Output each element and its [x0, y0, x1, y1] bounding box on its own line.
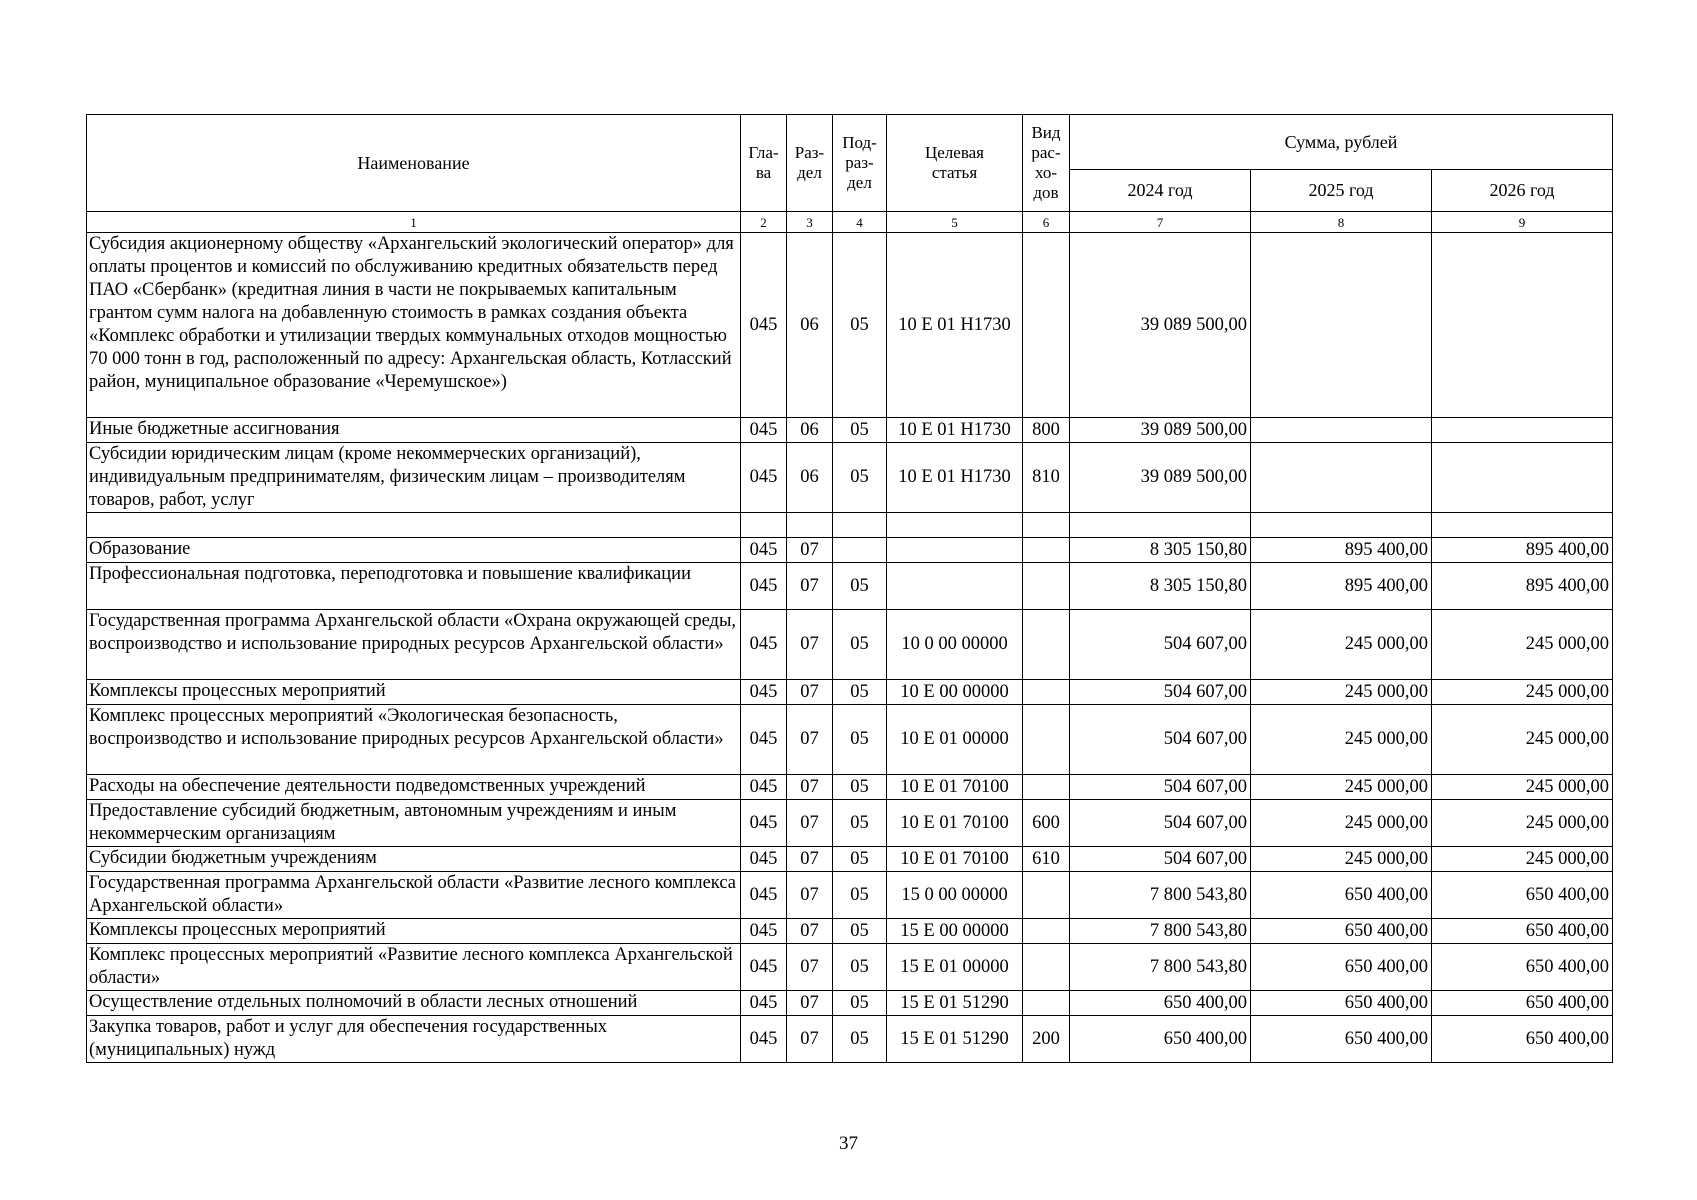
row-razdel: 06	[787, 233, 833, 418]
row-glava: 045	[741, 705, 787, 775]
row-amount-2026: 650 400,00	[1432, 872, 1613, 919]
row-glava: 045	[741, 847, 787, 872]
row-glava: 045	[741, 233, 787, 418]
row-celevaya-statya	[887, 513, 1023, 538]
row-amount-2025: 245 000,00	[1251, 705, 1432, 775]
row-glava: 045	[741, 872, 787, 919]
column-number: 3	[787, 212, 833, 233]
row-amount-2025: 245 000,00	[1251, 800, 1432, 847]
table-body	[87, 233, 1613, 1063]
column-number: 9	[1432, 212, 1613, 233]
row-vid-rashodov	[1023, 233, 1070, 418]
row-celevaya-statya: 10 Е 01 00000	[887, 705, 1023, 775]
row-name: Образование	[87, 538, 741, 563]
row-amount-2026: 895 400,00	[1432, 563, 1613, 610]
budget-table-sheet	[86, 114, 1612, 1063]
row-razdel: 07	[787, 680, 833, 705]
row-vid-rashodov	[1023, 563, 1070, 610]
row-amount-2024: 8 305 150,80	[1070, 563, 1251, 610]
row-amount-2026: 650 400,00	[1432, 1016, 1613, 1063]
row-razdel: 07	[787, 563, 833, 610]
row-razdel: 07	[787, 872, 833, 919]
row-celevaya-statya	[887, 563, 1023, 610]
row-amount-2024: 39 089 500,00	[1070, 443, 1251, 513]
row-podrazdel: 05	[833, 418, 887, 443]
row-razdel: 07	[787, 944, 833, 991]
row-celevaya-statya: 15 0 00 00000	[887, 872, 1023, 919]
row-amount-2025: 245 000,00	[1251, 775, 1432, 800]
row-amount-2025	[1251, 513, 1432, 538]
row-amount-2026: 245 000,00	[1432, 847, 1613, 872]
row-amount-2026	[1432, 233, 1613, 418]
row-amount-2024: 504 607,00	[1070, 775, 1251, 800]
header-podrazdel: Под- раз- дел	[833, 115, 887, 212]
row-vid-rashodov	[1023, 919, 1070, 944]
row-amount-2026: 245 000,00	[1432, 705, 1613, 775]
row-glava: 045	[741, 680, 787, 705]
table-row	[87, 610, 1613, 680]
row-razdel: 07	[787, 1016, 833, 1063]
row-vid-rashodov	[1023, 513, 1070, 538]
row-name: Комплексы процессных мероприятий	[87, 919, 741, 944]
row-razdel: 07	[787, 705, 833, 775]
row-glava: 045	[741, 919, 787, 944]
row-vid-rashodov: 610	[1023, 847, 1070, 872]
row-amount-2026	[1432, 513, 1613, 538]
row-amount-2024: 504 607,00	[1070, 705, 1251, 775]
column-number: 4	[833, 212, 887, 233]
row-podrazdel: 05	[833, 775, 887, 800]
row-amount-2024: 39 089 500,00	[1070, 418, 1251, 443]
row-vid-rashodov: 800	[1023, 418, 1070, 443]
row-amount-2024	[1070, 513, 1251, 538]
row-amount-2026: 650 400,00	[1432, 919, 1613, 944]
row-podrazdel: 05	[833, 680, 887, 705]
table-row	[87, 680, 1613, 705]
row-razdel: 06	[787, 418, 833, 443]
row-amount-2026: 245 000,00	[1432, 610, 1613, 680]
row-podrazdel	[833, 513, 887, 538]
row-glava: 045	[741, 1016, 787, 1063]
row-amount-2024: 650 400,00	[1070, 1016, 1251, 1063]
row-amount-2025	[1251, 233, 1432, 418]
row-name: Профессиональная подготовка, переподготовка и повышение квалификации	[87, 563, 741, 610]
row-podrazdel: 05	[833, 705, 887, 775]
table-row	[87, 513, 1613, 538]
table-row	[87, 418, 1613, 443]
row-podrazdel: 05	[833, 443, 887, 513]
row-razdel: 06	[787, 443, 833, 513]
row-amount-2024: 8 305 150,80	[1070, 538, 1251, 563]
row-celevaya-statya: 10 Е 01 Н1730	[887, 233, 1023, 418]
row-amount-2025: 895 400,00	[1251, 563, 1432, 610]
row-name: Комплекс процессных мероприятий «Экологическая безопасность, воспроизводство и использование природных ресурсов Архангельской области»	[87, 705, 741, 775]
table-row	[87, 233, 1613, 418]
row-amount-2026: 895 400,00	[1432, 538, 1613, 563]
row-name: Предоставление субсидий бюджетным, автономным учреждениям и иным некоммерческим организациям	[87, 800, 741, 847]
row-name: Государственная программа Архангельской области «Развитие лесного комплекса Архангельской области»	[87, 872, 741, 919]
table-row	[87, 538, 1613, 563]
row-celevaya-statya: 15 Е 01 51290	[887, 1016, 1023, 1063]
row-vid-rashodov	[1023, 705, 1070, 775]
row-name: Иные бюджетные ассигнования	[87, 418, 741, 443]
row-amount-2026: 245 000,00	[1432, 680, 1613, 705]
row-amount-2024: 504 607,00	[1070, 610, 1251, 680]
row-amount-2026: 245 000,00	[1432, 800, 1613, 847]
table-row	[87, 872, 1613, 919]
row-amount-2024: 650 400,00	[1070, 991, 1251, 1016]
column-number-row	[87, 212, 1613, 233]
row-razdel: 07	[787, 538, 833, 563]
row-glava: 045	[741, 991, 787, 1016]
table-row	[87, 847, 1613, 872]
row-vid-rashodov	[1023, 680, 1070, 705]
row-razdel	[787, 513, 833, 538]
header-year-2025: 2025 год	[1251, 170, 1432, 212]
row-name: Расходы на обеспечение деятельности подведомственных учреждений	[87, 775, 741, 800]
row-podrazdel: 05	[833, 563, 887, 610]
row-celevaya-statya: 10 Е 01 70100	[887, 847, 1023, 872]
row-amount-2025: 245 000,00	[1251, 847, 1432, 872]
row-podrazdel: 05	[833, 233, 887, 418]
table-row	[87, 800, 1613, 847]
row-name: Государственная программа Архангельской области «Охрана окружающей среды, воспроизводство и использование природных ресурсов Архангельской области»	[87, 610, 741, 680]
budget-table	[86, 114, 1613, 1063]
row-amount-2025: 895 400,00	[1251, 538, 1432, 563]
row-name: Субсидия акционерному обществу «Архангельский экологический оператор» для оплаты процентов и комиссий по обслуживанию кредитных обязательств перед ПАО «Сбербанк» (кредитная линия в части не покрываемых капитальным грантом сумм налога на добавленную стоимость в рамках создания объекта «Комплекс обработки и утилизации твердых коммунальных отходов мощностью 70 000 тонн в год, расположенный по адресу: Архангельская область, Котласский район, муниципальное образование «Черемушское»)	[87, 233, 741, 418]
row-glava: 045	[741, 610, 787, 680]
row-podrazdel	[833, 538, 887, 563]
row-celevaya-statya	[887, 538, 1023, 563]
row-name	[87, 513, 741, 538]
header-celevaya: Целевая статья	[887, 115, 1023, 212]
row-glava	[741, 513, 787, 538]
row-glava: 045	[741, 443, 787, 513]
row-vid-rashodov: 810	[1023, 443, 1070, 513]
row-razdel: 07	[787, 847, 833, 872]
row-glava: 045	[741, 418, 787, 443]
header-year-2026: 2026 год	[1432, 170, 1613, 212]
row-name: Комплекс процессных мероприятий «Развитие лесного комплекса Архангельской области»	[87, 944, 741, 991]
row-amount-2026	[1432, 443, 1613, 513]
row-vid-rashodov	[1023, 775, 1070, 800]
row-celevaya-statya: 15 Е 00 00000	[887, 919, 1023, 944]
row-amount-2026: 650 400,00	[1432, 944, 1613, 991]
row-glava: 045	[741, 538, 787, 563]
row-amount-2024: 7 800 543,80	[1070, 872, 1251, 919]
row-amount-2025: 245 000,00	[1251, 680, 1432, 705]
row-name: Субсидии бюджетным учреждениям	[87, 847, 741, 872]
row-amount-2024: 7 800 543,80	[1070, 944, 1251, 991]
header-summa: Сумма, рублей	[1070, 115, 1613, 170]
row-vid-rashodov: 200	[1023, 1016, 1070, 1063]
column-number: 6	[1023, 212, 1070, 233]
header-razdel: Раз- дел	[787, 115, 833, 212]
row-celevaya-statya: 10 Е 01 70100	[887, 775, 1023, 800]
row-podrazdel: 05	[833, 800, 887, 847]
table-row	[87, 705, 1613, 775]
row-glava: 045	[741, 944, 787, 991]
row-celevaya-statya: 15 Е 01 00000	[887, 944, 1023, 991]
header-year-2024: 2024 год	[1070, 170, 1251, 212]
row-razdel: 07	[787, 610, 833, 680]
row-vid-rashodov: 600	[1023, 800, 1070, 847]
row-vid-rashodov	[1023, 944, 1070, 991]
table-row	[87, 443, 1613, 513]
row-amount-2026: 245 000,00	[1432, 775, 1613, 800]
row-podrazdel: 05	[833, 847, 887, 872]
row-podrazdel: 05	[833, 1016, 887, 1063]
row-name: Субсидии юридическим лицам (кроме некоммерческих организаций), индивидуальным предпринимателям, физическим лицам – производителям товаров, работ, услуг	[87, 443, 741, 513]
page-number: 37	[839, 1133, 858, 1154]
row-celevaya-statya: 10 0 00 00000	[887, 610, 1023, 680]
row-razdel: 07	[787, 919, 833, 944]
row-amount-2025: 650 400,00	[1251, 991, 1432, 1016]
row-vid-rashodov	[1023, 991, 1070, 1016]
row-podrazdel: 05	[833, 991, 887, 1016]
row-amount-2025: 245 000,00	[1251, 610, 1432, 680]
row-razdel: 07	[787, 775, 833, 800]
column-number: 1	[87, 212, 741, 233]
row-glava: 045	[741, 563, 787, 610]
row-amount-2025	[1251, 443, 1432, 513]
row-amount-2024: 39 089 500,00	[1070, 233, 1251, 418]
row-name: Комплексы процессных мероприятий	[87, 680, 741, 705]
table-row	[87, 563, 1613, 610]
row-glava: 045	[741, 800, 787, 847]
row-celevaya-statya: 10 Е 01 Н1730	[887, 443, 1023, 513]
row-amount-2025: 650 400,00	[1251, 1016, 1432, 1063]
table-row	[87, 919, 1613, 944]
table-row	[87, 991, 1613, 1016]
row-podrazdel: 05	[833, 610, 887, 680]
row-amount-2025: 650 400,00	[1251, 872, 1432, 919]
header-name: Наименование	[87, 115, 741, 212]
row-razdel: 07	[787, 991, 833, 1016]
column-number: 8	[1251, 212, 1432, 233]
row-podrazdel: 05	[833, 872, 887, 919]
row-podrazdel: 05	[833, 919, 887, 944]
row-razdel: 07	[787, 800, 833, 847]
row-celevaya-statya: 15 Е 01 51290	[887, 991, 1023, 1016]
row-amount-2024: 504 607,00	[1070, 847, 1251, 872]
row-amount-2026	[1432, 418, 1613, 443]
row-vid-rashodov	[1023, 538, 1070, 563]
row-amount-2024: 7 800 543,80	[1070, 919, 1251, 944]
header-vid: Вид рас- хо- дов	[1023, 115, 1070, 212]
row-name: Осуществление отдельных полномочий в области лесных отношений	[87, 991, 741, 1016]
row-celevaya-statya: 10 Е 00 00000	[887, 680, 1023, 705]
row-amount-2024: 504 607,00	[1070, 800, 1251, 847]
column-number: 2	[741, 212, 787, 233]
row-celevaya-statya: 10 Е 01 70100	[887, 800, 1023, 847]
column-number: 7	[1070, 212, 1251, 233]
row-vid-rashodov	[1023, 872, 1070, 919]
row-name: Закупка товаров, работ и услуг для обеспечения государственных (муниципальных) нужд	[87, 1016, 741, 1063]
row-amount-2025: 650 400,00	[1251, 944, 1432, 991]
row-celevaya-statya: 10 Е 01 Н1730	[887, 418, 1023, 443]
row-amount-2026: 650 400,00	[1432, 991, 1613, 1016]
row-podrazdel: 05	[833, 944, 887, 991]
row-amount-2025: 650 400,00	[1251, 919, 1432, 944]
row-amount-2025	[1251, 418, 1432, 443]
table-row	[87, 775, 1613, 800]
table-row	[87, 944, 1613, 991]
row-vid-rashodov	[1023, 610, 1070, 680]
header-glava: Гла- ва	[741, 115, 787, 212]
table-header	[87, 115, 1613, 233]
row-glava: 045	[741, 775, 787, 800]
table-row	[87, 1016, 1613, 1063]
row-amount-2024: 504 607,00	[1070, 680, 1251, 705]
column-number: 5	[887, 212, 1023, 233]
